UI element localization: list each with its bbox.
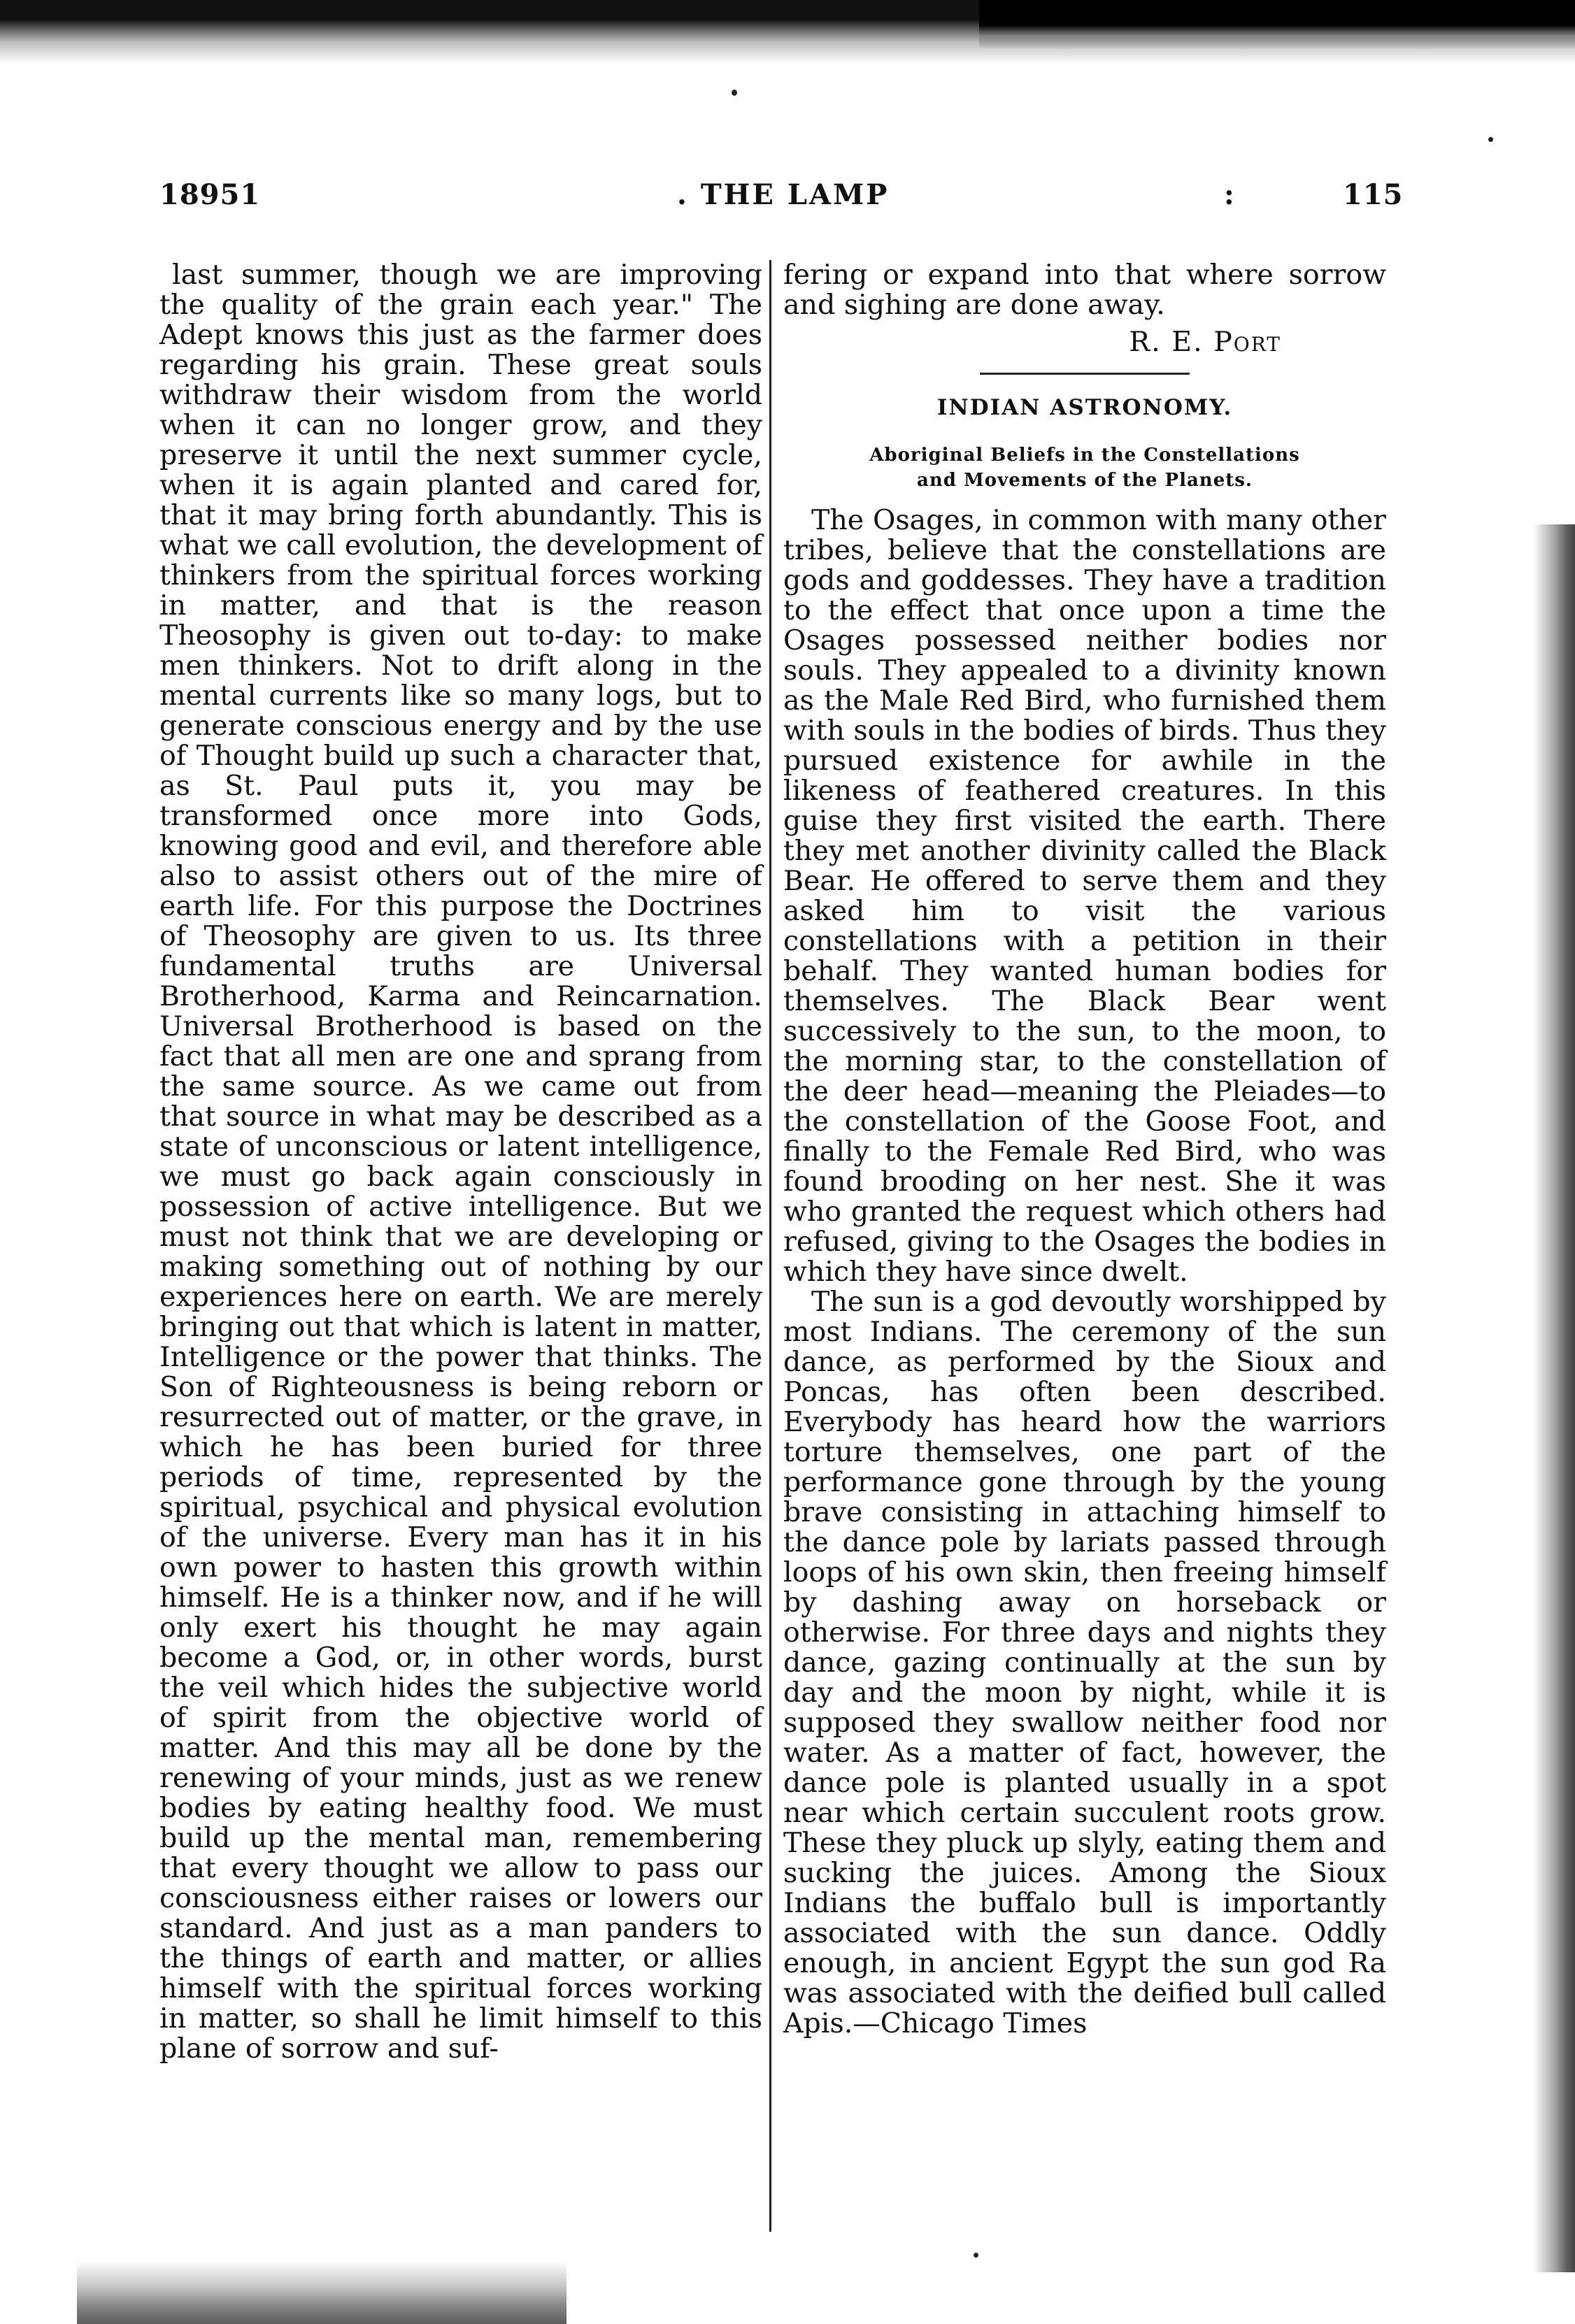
left-column: [159, 260, 762, 2064]
section-divider: [980, 373, 1190, 375]
scan-speck: [732, 89, 737, 96]
article-paragraph-2: The sun is a god devoutly worshipped by most Indians. The ceremony of the sun dance, as performed by the Sioux and Poncas, has often been described. Everybody has heard how the warriors torture themselves, one part of the performance gone through by the young brave consisting in attaching himself to the dance pole by lariats passed through loops of his own skin, then freeing himself by dashing away on horseback or otherwise. For three days and nights they dance, gazing continually at the sun by day and the moon by night, while it is supposed they swallow neither food nor water. As a matter of fact, however, the dance pole is planted usually in a spot near which certain succulent roots grow. These they pluck up slyly, eating them and sucking the juices. Among the Sioux Indians the buffalo bull is importantly associated with the sun dance. Oddly enough, in ancient Egypt the sun god Ra was associated with the deified bull called Apis.—Chicago Times: [783, 1286, 1386, 2039]
left-column-paragraph: last summer, though we are improving the quality of the grain each year." The Adept knows this just as the farmer does regarding his grain. These great souls withdraw their wisdom from the world when it can no longer grow, and they preserve it until the next summer cycle, when it is again planted and cared for, that it may bring forth abundantly. This is what we call evolution, the development of thinkers from the spiritual forces working in matter, and that is the reason Theosophy is given out to-day: to make men thinkers. Not to drift along in the mental currents like so many logs, but to generate conscious energy and by the use of Thought build up such a character that, as St. Paul puts it, you may be transformed once more into Gods, knowing good and evil, and therefore able also to assist others out of the mire of earth life. For this purpose the Doctrines of Theosophy are given to us. Its three fundamental truths are Universal Brotherhood, Karma and Reincarnation. Universal Brotherhood is based on the fact that all men are one and sprang from the same source. As we came out from that source in what may be described as a state of unconscious or latent intelligence, we must go back again consciously in possession of active intelligence. But we must not think that we are developing or making something out of nothing by our experiences here on earth. We are merely bringing out that which is latent in matter, Intelligence or the power that thinks. The Son of Righteousness is being reborn or resurrected out of matter, or the grave, in which he has been buried for three periods of time, represented by the spiritual, psychical and physical evolution of the universe. Every man has it in his own power to hasten this growth within himself. He is a thinker now, and if he will only exert his thought he may again become a God, or, in other words, burst the veil which hides the subjective world of spirit from the objective world of matter. And this may all be done by the renewing of your minds, just as we renew bodies by eating healthy food. We must build up the mental man, remembering that every thought we allow to pass our consciousness either raises or lowers our standard. And just as a man panders to the things of earth and matter, or allies himself with the spiritual forces working in matter, so shall he limit himself to this plane of sorrow and suf-: [159, 259, 762, 2065]
article-subtitle: [783, 443, 1386, 493]
author-signature: R. E. Port: [1129, 326, 1281, 358]
right-column: [783, 260, 1386, 2039]
header-colon: :: [1224, 178, 1235, 211]
continued-paragraph: fering or expand into that where sorrow and sighing are done away.: [783, 259, 1386, 321]
scan-edge-bottom: [77, 2261, 566, 2324]
scan-speck: [974, 2253, 978, 2258]
column-divider: [769, 260, 771, 2232]
article-paragraph-1: The Osages, in common with many other tribes, believe that the constellations are gods and goddesses. They have a tradition to the effect that once upon a time the Osages possessed neither bodies nor souls. They appealed to a divinity known as the Male Red Bird, who furnished them with souls in the bodies of birds. Thus they pursued existence for awhile in the likeness of feathered creatures. In this guise they first visited the earth. There they met another divinity called the Black Bear. He offered to serve them and they asked him to visit the various constellations with a petition in their behalf. They wanted human bodies for themselves. The Black Bear went successively to the sun, to the moon, to the morning star, to the constellation of the deer head—meaning the Pleiades—to the constellation of the Goose Foot, and finally to the Female Red Bird, who was found brooding on her nest. She it was who granted the request which others had refused, giving to the Osages the bodies in which they have since dwelt.: [783, 504, 1386, 1288]
header-title: . THE LAMP: [677, 178, 890, 211]
running-head: [159, 178, 1418, 227]
scan-edge-right: [1533, 524, 1575, 2272]
header-page-number: 115: [1343, 178, 1404, 211]
scan-speck: [1488, 137, 1493, 142]
header-year: 18951: [159, 178, 261, 211]
article-subtitle-line-2: and Movements of the Planets.: [917, 470, 1253, 491]
article-title: INDIAN ASTRONOMY.: [936, 395, 1233, 420]
article-subtitle-line-1: Aboriginal Beliefs in the Constellations: [869, 445, 1300, 466]
scan-edge-top-dark: [979, 0, 1575, 49]
